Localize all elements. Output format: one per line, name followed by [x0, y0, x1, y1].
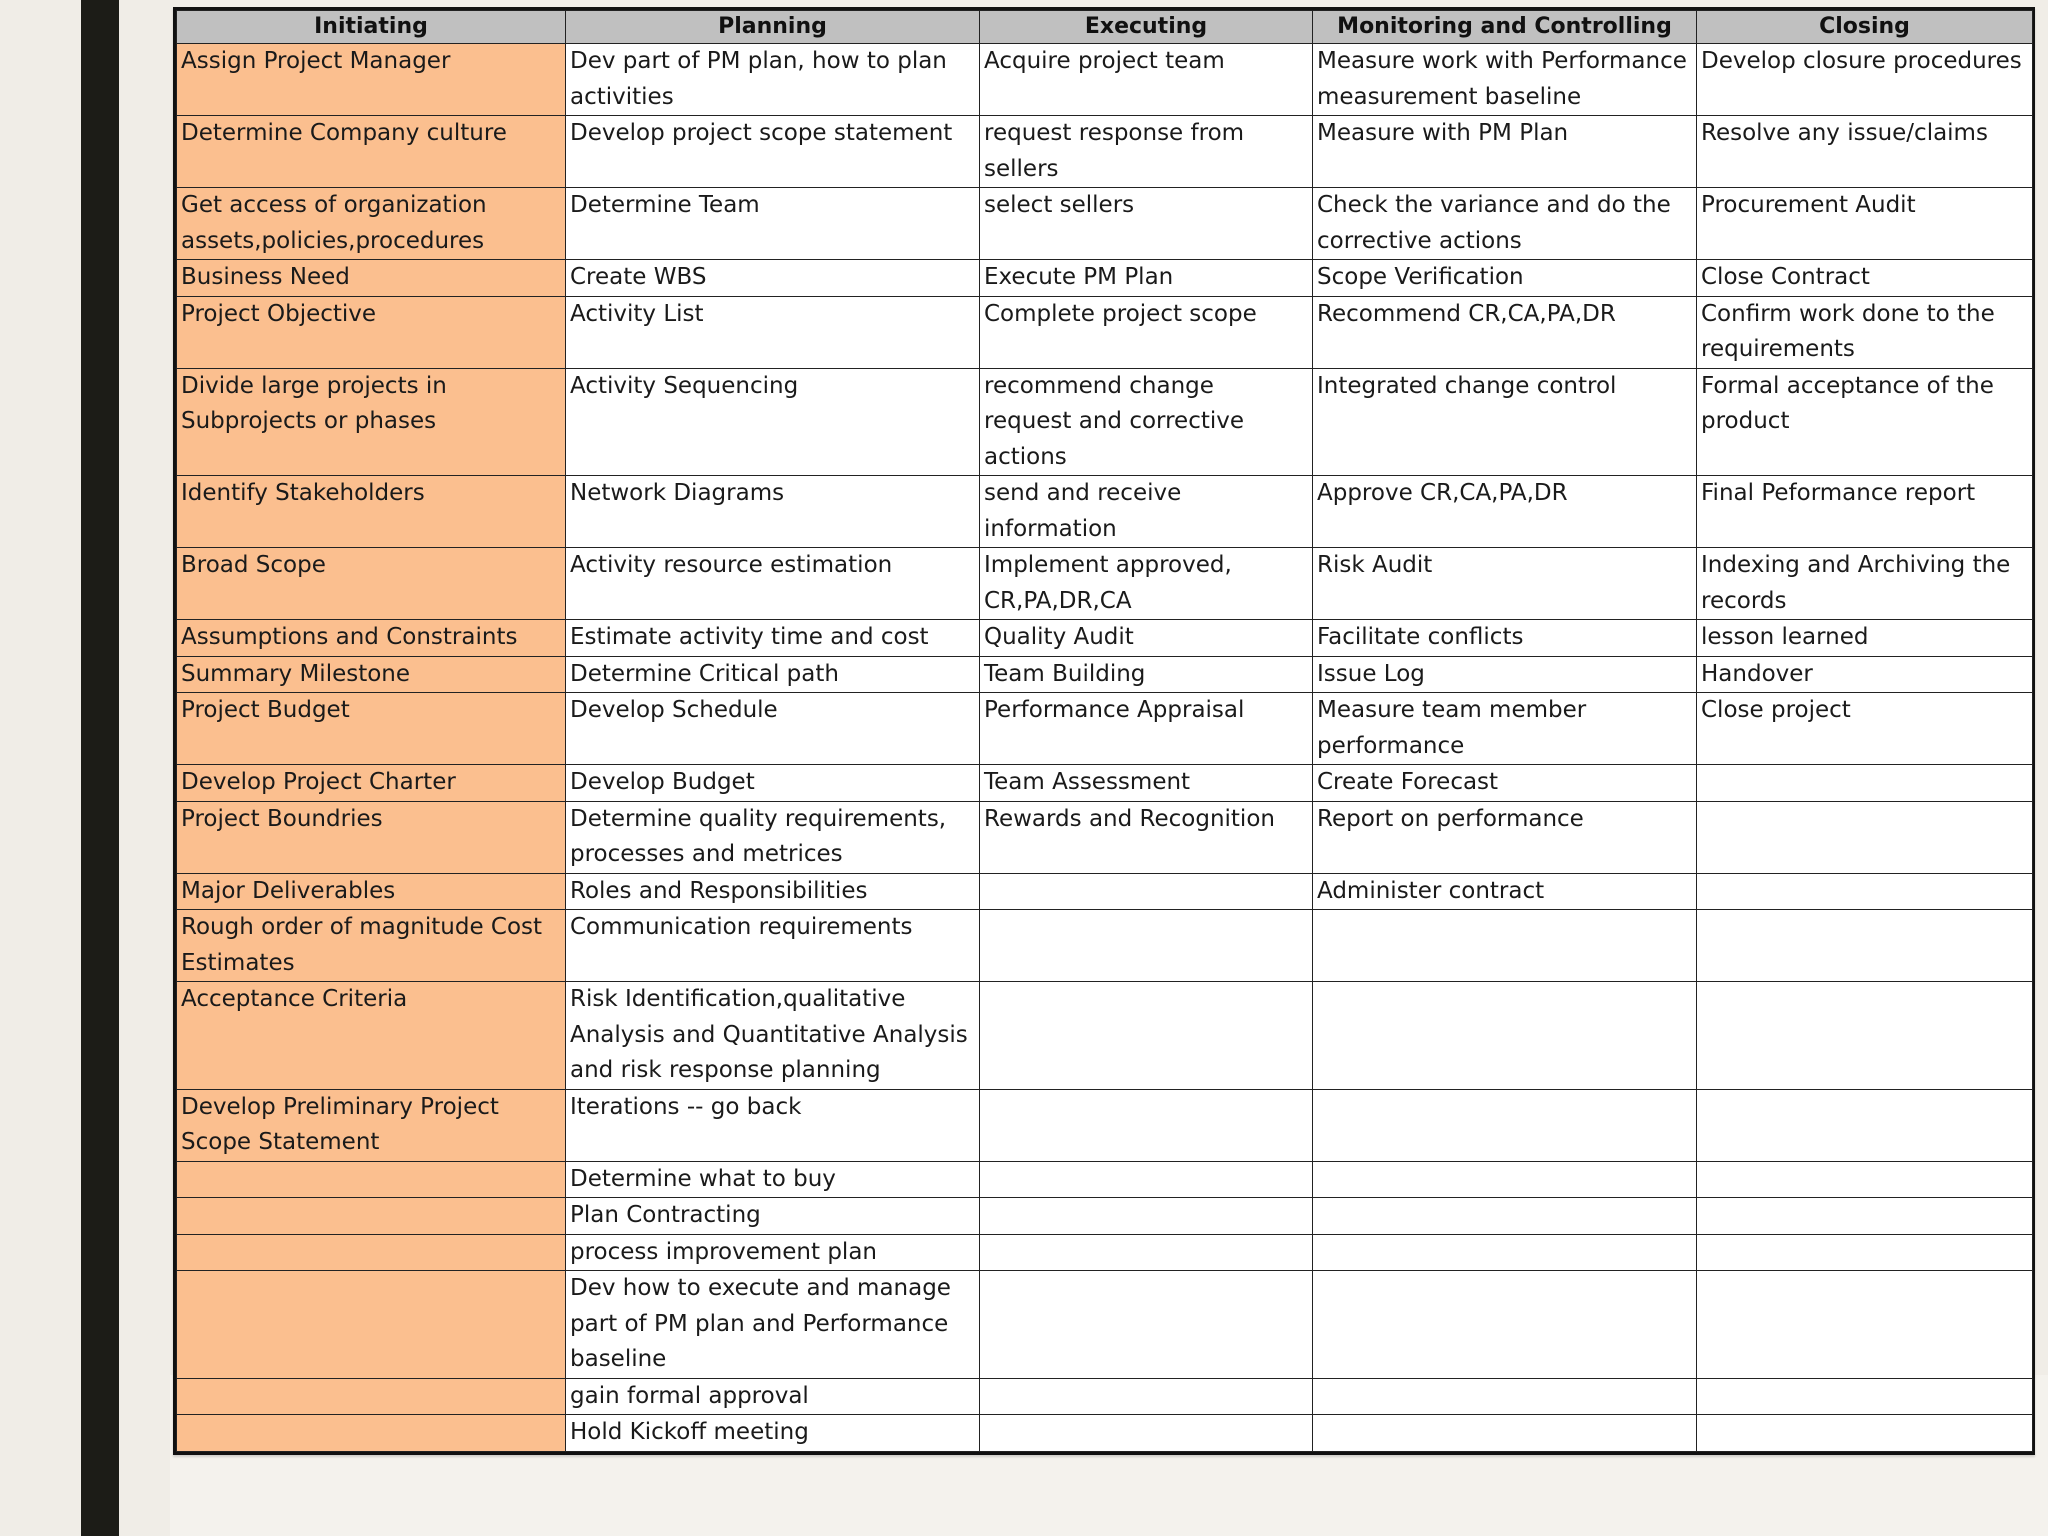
process-groups-sheet	[173, 7, 2035, 1455]
cell-initiating: Assumptions and Constraints	[177, 620, 566, 657]
cell-monitoring: Issue Log	[1313, 656, 1697, 693]
cell-closing: Procurement Audit	[1697, 188, 2033, 260]
cell-closing: Handover	[1697, 656, 2033, 693]
cell-closing	[1697, 1415, 2033, 1452]
cell-executing: Team Building	[980, 656, 1313, 693]
cell-initiating: Develop Preliminary Project Scope Statement	[177, 1089, 566, 1161]
cell-executing	[980, 1161, 1313, 1198]
table-row	[177, 1378, 2033, 1415]
cell-closing: Resolve any issue/claims	[1697, 116, 2033, 188]
cell-initiating: Business Need	[177, 260, 566, 297]
cell-planning: Develop project scope statement	[566, 116, 980, 188]
cell-executing: Quality Audit	[980, 620, 1313, 657]
cell-executing	[980, 1378, 1313, 1415]
cell-initiating	[177, 1234, 566, 1271]
process-groups-table	[176, 10, 2033, 1452]
cell-monitoring	[1313, 1089, 1697, 1161]
cell-closing	[1697, 1271, 2033, 1379]
cell-planning: Develop Schedule	[566, 693, 980, 765]
cell-initiating	[177, 1198, 566, 1235]
cell-closing: Close Contract	[1697, 260, 2033, 297]
cell-monitoring: Administer contract	[1313, 873, 1697, 910]
cell-initiating: Project Boundries	[177, 801, 566, 873]
table-row	[177, 1161, 2033, 1198]
cell-planning: Develop Budget	[566, 765, 980, 802]
cell-monitoring	[1313, 982, 1697, 1090]
cell-monitoring: Measure with PM Plan	[1313, 116, 1697, 188]
cell-monitoring: Recommend CR,CA,PA,DR	[1313, 296, 1697, 368]
cell-closing	[1697, 801, 2033, 873]
cell-executing: select sellers	[980, 188, 1313, 260]
cell-planning: Activity List	[566, 296, 980, 368]
table-row	[177, 801, 2033, 873]
cell-planning: gain formal approval	[566, 1378, 980, 1415]
cell-monitoring: Measure team member performance	[1313, 693, 1697, 765]
cell-initiating: Identify Stakeholders	[177, 476, 566, 548]
cell-executing	[980, 1089, 1313, 1161]
cell-monitoring	[1313, 1378, 1697, 1415]
cell-monitoring	[1313, 910, 1697, 982]
cell-initiating	[177, 1271, 566, 1379]
cell-planning: Iterations -- go back	[566, 1089, 980, 1161]
cell-executing	[980, 1415, 1313, 1452]
cell-monitoring: Measure work with Performance measurement baseline	[1313, 44, 1697, 116]
cell-closing	[1697, 1089, 2033, 1161]
cell-executing: Complete project scope	[980, 296, 1313, 368]
table-row	[177, 188, 2033, 260]
table-row	[177, 1198, 2033, 1235]
cell-planning: Activity resource estimation	[566, 548, 980, 620]
cell-initiating: Summary Milestone	[177, 656, 566, 693]
cell-executing	[980, 1198, 1313, 1235]
table-row	[177, 620, 2033, 657]
cell-initiating: Develop Project Charter	[177, 765, 566, 802]
cell-closing	[1697, 873, 2033, 910]
table-row	[177, 1271, 2033, 1379]
table-row	[177, 910, 2033, 982]
cell-planning: Determine quality requirements, processes and metrices	[566, 801, 980, 873]
cell-closing: Confirm work done to the requirements	[1697, 296, 2033, 368]
cell-closing	[1697, 765, 2033, 802]
header-planning: Planning	[566, 11, 980, 44]
cell-planning: process improvement plan	[566, 1234, 980, 1271]
cell-closing: Close project	[1697, 693, 2033, 765]
cell-executing	[980, 873, 1313, 910]
cell-planning: Activity Sequencing	[566, 368, 980, 476]
cell-planning: Roles and Responsibilities	[566, 873, 980, 910]
cell-monitoring	[1313, 1415, 1697, 1452]
cell-monitoring: Create Forecast	[1313, 765, 1697, 802]
cell-monitoring: Check the variance and do the corrective actions	[1313, 188, 1697, 260]
cell-executing: Implement approved, CR,PA,DR,CA	[980, 548, 1313, 620]
cell-executing: Rewards and Recognition	[980, 801, 1313, 873]
cell-planning: Dev how to execute and manage part of PM plan and Performance baseline	[566, 1271, 980, 1379]
table-row	[177, 765, 2033, 802]
cell-planning: Estimate activity time and cost	[566, 620, 980, 657]
cell-initiating	[177, 1415, 566, 1452]
cell-closing	[1697, 910, 2033, 982]
cell-closing: Indexing and Archiving the records	[1697, 548, 2033, 620]
cell-initiating: Get access of organization assets,policies,procedures	[177, 188, 566, 260]
cell-planning: Dev part of PM plan, how to plan activities	[566, 44, 980, 116]
cell-executing	[980, 1271, 1313, 1379]
header-executing: Executing	[980, 11, 1313, 44]
cell-monitoring: Scope Verification	[1313, 260, 1697, 297]
cell-closing	[1697, 1198, 2033, 1235]
cell-monitoring: Integrated change control	[1313, 368, 1697, 476]
cell-executing	[980, 910, 1313, 982]
cell-executing: request response from sellers	[980, 116, 1313, 188]
cell-planning: Plan Contracting	[566, 1198, 980, 1235]
cell-monitoring	[1313, 1198, 1697, 1235]
cell-initiating: Broad Scope	[177, 548, 566, 620]
cell-closing	[1697, 1378, 2033, 1415]
cell-executing	[980, 982, 1313, 1090]
cell-planning: Create WBS	[566, 260, 980, 297]
cell-executing: Team Assessment	[980, 765, 1313, 802]
table-row	[177, 1234, 2033, 1271]
cell-closing	[1697, 982, 2033, 1090]
cell-executing: recommend change request and corrective actions	[980, 368, 1313, 476]
cell-monitoring	[1313, 1161, 1697, 1198]
cell-executing	[980, 1234, 1313, 1271]
cell-initiating: Project Objective	[177, 296, 566, 368]
cell-executing: send and receive information	[980, 476, 1313, 548]
cell-executing: Acquire project team	[980, 44, 1313, 116]
cell-closing: Formal acceptance of the product	[1697, 368, 2033, 476]
cell-initiating: Acceptance Criteria	[177, 982, 566, 1090]
cell-monitoring: Risk Audit	[1313, 548, 1697, 620]
cell-planning: Determine Critical path	[566, 656, 980, 693]
cell-initiating: Assign Project Manager	[177, 44, 566, 116]
cell-closing: Final Peformance report	[1697, 476, 2033, 548]
cell-initiating: Major Deliverables	[177, 873, 566, 910]
cell-executing: Performance Appraisal	[980, 693, 1313, 765]
table-row	[177, 982, 2033, 1090]
table-header-row	[177, 11, 2033, 44]
cell-planning: Network Diagrams	[566, 476, 980, 548]
header-initiating: Initiating	[177, 11, 566, 44]
header-monitoring-controlling: Monitoring and Controlling	[1313, 11, 1697, 44]
cell-monitoring: Facilitate conflicts	[1313, 620, 1697, 657]
cell-closing: lesson learned	[1697, 620, 2033, 657]
cell-planning: Determine Team	[566, 188, 980, 260]
cell-closing	[1697, 1234, 2033, 1271]
cell-monitoring	[1313, 1271, 1697, 1379]
table-row	[177, 693, 2033, 765]
table-row	[177, 368, 2033, 476]
cell-monitoring: Approve CR,CA,PA,DR	[1313, 476, 1697, 548]
cell-initiating: Project Budget	[177, 693, 566, 765]
cell-planning: Risk Identification,qualitative Analysis and Quantitative Analysis and risk response planning	[566, 982, 980, 1090]
table-row	[177, 873, 2033, 910]
cell-monitoring	[1313, 1234, 1697, 1271]
cell-executing: Execute PM Plan	[980, 260, 1313, 297]
table-row	[177, 44, 2033, 116]
table-row	[177, 656, 2033, 693]
cell-closing	[1697, 1161, 2033, 1198]
left-accent-bar	[81, 0, 119, 1536]
table-row	[177, 1089, 2033, 1161]
cell-monitoring: Report on performance	[1313, 801, 1697, 873]
cell-initiating: Divide large projects in Subprojects or phases	[177, 368, 566, 476]
cell-initiating	[177, 1378, 566, 1415]
cell-planning: Hold Kickoff meeting	[566, 1415, 980, 1452]
table-row	[177, 476, 2033, 548]
header-closing: Closing	[1697, 11, 2033, 44]
cell-initiating: Rough order of magnitude Cost Estimates	[177, 910, 566, 982]
table-row	[177, 548, 2033, 620]
cell-closing: Develop closure procedures	[1697, 44, 2033, 116]
table-row	[177, 296, 2033, 368]
table-row	[177, 260, 2033, 297]
cell-initiating: Determine Company culture	[177, 116, 566, 188]
table-row	[177, 116, 2033, 188]
cell-planning: Determine what to buy	[566, 1161, 980, 1198]
cell-initiating	[177, 1161, 566, 1198]
cell-planning: Communication requirements	[566, 910, 980, 982]
table-row	[177, 1415, 2033, 1452]
